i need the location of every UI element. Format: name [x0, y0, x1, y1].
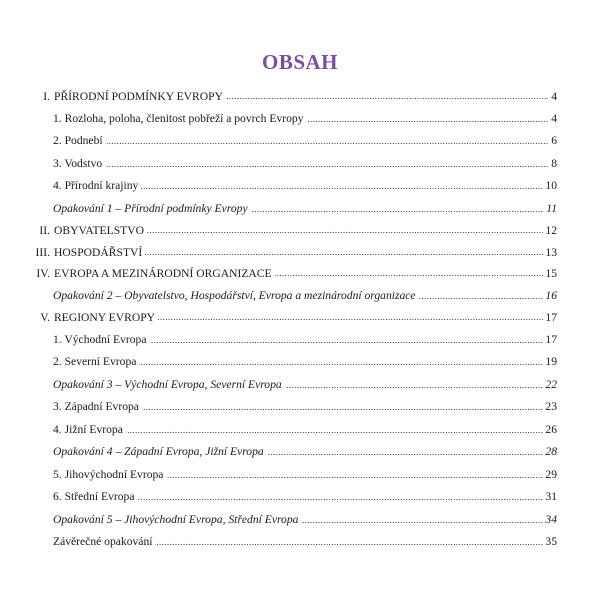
toc-entry-page: 28 [543, 441, 557, 464]
toc-entry-label: PŘÍRODNÍ PODMÍNKY EVROPY [54, 86, 226, 108]
toc-entry-number: II. [39, 224, 50, 237]
toc-entry-page: 29 [543, 464, 557, 487]
toc-entry-label: 4. Jižní Evropa [53, 419, 126, 442]
toc-entry-number: I. [43, 90, 50, 103]
toc-entry [0, 263, 600, 285]
toc-entry-page: 13 [543, 242, 557, 264]
toc-entry [0, 86, 600, 108]
toc-entry-page: 15 [543, 263, 557, 285]
toc-entry-page: 10 [543, 175, 557, 198]
page-title: OBSAH [261, 50, 339, 74]
dot-leader [53, 130, 548, 153]
toc-entry-number: III. [35, 245, 50, 259]
toc-entry-label: 4. Přírodní krajiny [53, 175, 141, 198]
toc-entry [0, 351, 600, 374]
toc-entry-label: Opakování 5 – Jihovýchodní Evropa, Střední Evropa [53, 509, 301, 532]
toc-entry-label: 1. Východní Evropa [53, 329, 150, 352]
toc-entry-page: 35 [543, 531, 557, 554]
toc-entry-page: 16 [543, 285, 557, 308]
toc-entry-label: Opakování 1 – Přírodní podmínky Evropy [53, 198, 251, 221]
toc-entry-label: 2. Podnebí [53, 130, 106, 153]
toc-entry-page: 11 [544, 198, 557, 221]
toc-entry [0, 220, 600, 242]
toc-entry-page: 4 [549, 108, 557, 131]
toc-entry [0, 307, 600, 329]
toc-entry [0, 419, 600, 442]
toc-entry-page: 17 [543, 329, 557, 352]
toc-entry [0, 329, 600, 352]
toc-entry [0, 175, 600, 198]
toc-entry-label: Opakování 3 – Východní Evropa, Severní Evropa [53, 374, 285, 397]
toc-entry-page: 17 [543, 307, 557, 329]
toc-entry [0, 396, 600, 419]
toc-entry [0, 242, 600, 264]
toc-entry-page: 34 [543, 509, 557, 532]
table-of-contents [0, 86, 600, 554]
toc-entry-number: IV. [36, 267, 50, 280]
toc-entry-label: Závěrečné opakování [53, 531, 155, 554]
toc-entry [0, 130, 600, 153]
toc-entry-label: 1. Rozloha, poloha, členitost pobřeží a povrch Evropy [53, 108, 307, 131]
toc-entry [0, 464, 600, 487]
toc-entry [0, 531, 600, 554]
toc-entry-review [0, 374, 600, 397]
toc-entry-label: REGIONY EVROPY [54, 307, 158, 329]
toc-entry-review [0, 198, 600, 221]
toc-entry-page: 8 [549, 153, 557, 176]
toc-entry-number: V. [40, 311, 50, 324]
toc-entry-page: 22 [543, 374, 557, 397]
toc-entry-label: 3. Vodstvo [53, 153, 105, 176]
toc-entry [0, 108, 600, 131]
dot-leader [53, 153, 548, 176]
toc-entry-label: Opakování 2 – Obyvatelstvo, Hospodářství, Evropa a mezinárodní organizace [53, 285, 419, 308]
toc-entry-label: OBYVATELSTVO [54, 220, 147, 242]
toc-entry-label: 6. Střední Evropa [53, 486, 137, 509]
toc-entry-label: EVROPA A MEZINÁRODNÍ ORGANIZACE [54, 263, 275, 285]
toc-entry-page: 12 [543, 220, 557, 242]
toc-entry-page: 23 [543, 396, 557, 419]
toc-entry-label: 2. Severní Evropa [53, 351, 139, 374]
toc-entry-label: Opakování 4 – Západní Evropa, Jižní Evropa [53, 441, 267, 464]
toc-entry-page: 26 [543, 419, 557, 442]
toc-entry-page: 31 [543, 486, 557, 509]
toc-entry-page: 4 [549, 86, 557, 108]
toc-entry-label: 3. Západní Evropa [53, 396, 142, 419]
toc-entry [0, 486, 600, 509]
toc-entry-review [0, 285, 600, 308]
dot-leader [53, 419, 548, 442]
toc-entry-page: 19 [543, 351, 557, 374]
toc-entry-label: 5. Jihovýchodní Evropa [53, 464, 166, 487]
toc-entry-review [0, 509, 600, 532]
toc-entry-page: 6 [549, 130, 557, 153]
toc-entry-review [0, 441, 600, 464]
toc-entry [0, 153, 600, 176]
toc-entry-label: HOSPODÁŘSTVÍ [54, 242, 145, 264]
